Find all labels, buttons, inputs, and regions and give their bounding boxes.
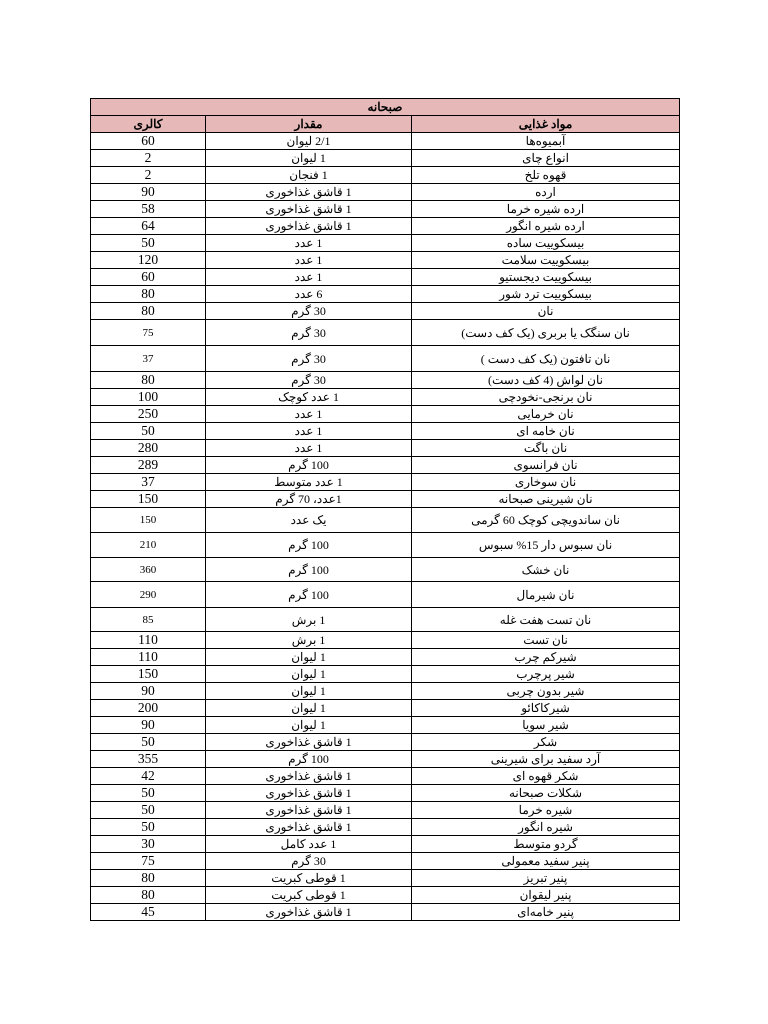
calorie-cell: 50 [91, 802, 206, 819]
calorie-cell: 37 [91, 474, 206, 491]
amount-cell: 1 لیوان [206, 649, 412, 666]
food-cell: شیرکم چرب [412, 649, 680, 666]
amount-cell: 6 عدد [206, 286, 412, 303]
amount-cell: 1 برش [206, 632, 412, 649]
calorie-table [90, 98, 680, 921]
table-row [91, 870, 680, 887]
amount-cell: 1 عدد [206, 406, 412, 423]
food-cell: نان شیرمال [412, 582, 680, 608]
amount-cell: 1 قاشق غذاخوری [206, 802, 412, 819]
calorie-cell: 290 [91, 582, 206, 608]
table-row [91, 320, 680, 346]
calorie-cell: 75 [91, 853, 206, 870]
calorie-cell: 355 [91, 751, 206, 768]
food-cell: ارده شیره انگور [412, 218, 680, 235]
amount-cell: 100 گرم [206, 582, 412, 608]
calorie-cell: 289 [91, 457, 206, 474]
amount-cell: 1 قاشق غذاخوری [206, 734, 412, 751]
amount-cell: 1 قاشق غذاخوری [206, 218, 412, 235]
table-body [91, 133, 680, 921]
calorie-cell: 90 [91, 184, 206, 201]
table-row [91, 508, 680, 533]
calorie-cell: 150 [91, 491, 206, 508]
table-row [91, 389, 680, 406]
calorie-cell: 50 [91, 734, 206, 751]
amount-cell: 1 عدد [206, 440, 412, 457]
amount-cell: 1 عدد کامل [206, 836, 412, 853]
food-cell: نان خامه ای [412, 423, 680, 440]
food-cell: شیر پرچرب [412, 666, 680, 683]
food-cell: بیسکوییت ترد شور [412, 286, 680, 303]
table-row [91, 904, 680, 921]
amount-cell: 1 قاشق غذاخوری [206, 768, 412, 785]
table-row [91, 700, 680, 717]
table-row [91, 558, 680, 582]
amount-cell: 1 لیوان [206, 150, 412, 167]
calorie-cell: 2 [91, 167, 206, 184]
table-row [91, 608, 680, 632]
header-calorie: کالری [91, 116, 206, 133]
food-cell: شیر سویا [412, 717, 680, 734]
calorie-cell: 110 [91, 649, 206, 666]
food-cell: نان سوخاری [412, 474, 680, 491]
calorie-cell: 58 [91, 201, 206, 218]
table-row [91, 785, 680, 802]
food-cell: شیره انگور [412, 819, 680, 836]
food-cell: نان سبوس دار 15% سبوس [412, 533, 680, 558]
food-cell: نان تافتون (یک کف دست ) [412, 346, 680, 372]
table-row [91, 734, 680, 751]
food-cell: نان لواش (4 کف دست) [412, 372, 680, 389]
amount-cell: 1 قوطی کبریت [206, 870, 412, 887]
calorie-cell: 50 [91, 785, 206, 802]
calorie-cell: 45 [91, 904, 206, 921]
calorie-cell: 210 [91, 533, 206, 558]
table-row [91, 717, 680, 734]
calorie-cell: 60 [91, 133, 206, 150]
table-row [91, 666, 680, 683]
food-cell: ارده [412, 184, 680, 201]
calorie-cell: 90 [91, 683, 206, 700]
food-cell: نان باگت [412, 440, 680, 457]
amount-cell: 100 گرم [206, 558, 412, 582]
table-row [91, 751, 680, 768]
amount-cell: 1 قوطی کبریت [206, 887, 412, 904]
food-cell: شیرکاکائو [412, 700, 680, 717]
calorie-cell: 37 [91, 346, 206, 372]
food-cell: نان [412, 303, 680, 320]
calorie-cell: 50 [91, 423, 206, 440]
table-row [91, 372, 680, 389]
amount-cell: 30 گرم [206, 372, 412, 389]
amount-cell: 1 لیوان [206, 717, 412, 734]
amount-cell: 2/1 لیوان [206, 133, 412, 150]
food-cell: نان سنگک یا بربری (یک کف دست) [412, 320, 680, 346]
amount-cell: 100 گرم [206, 533, 412, 558]
amount-cell: 1 لیوان [206, 666, 412, 683]
table-row [91, 184, 680, 201]
calorie-cell: 42 [91, 768, 206, 785]
food-cell: ارده شیره خرما [412, 201, 680, 218]
calorie-cell: 50 [91, 819, 206, 836]
amount-cell: 1 قاشق غذاخوری [206, 785, 412, 802]
table-row [91, 768, 680, 785]
calorie-cell: 80 [91, 372, 206, 389]
food-cell: انواع چای [412, 150, 680, 167]
calorie-cell: 150 [91, 508, 206, 533]
amount-cell: یک عدد [206, 508, 412, 533]
amount-cell: 1 قاشق غذاخوری [206, 184, 412, 201]
amount-cell: 1عدد، 70 گرم [206, 491, 412, 508]
calorie-cell: 280 [91, 440, 206, 457]
calorie-cell: 110 [91, 632, 206, 649]
table-row [91, 457, 680, 474]
amount-cell: 100 گرم [206, 751, 412, 768]
amount-cell: 30 گرم [206, 303, 412, 320]
table-row [91, 235, 680, 252]
table-row [91, 406, 680, 423]
calorie-cell: 120 [91, 252, 206, 269]
amount-cell: 30 گرم [206, 853, 412, 870]
amount-cell: 1 عدد [206, 423, 412, 440]
table-row [91, 632, 680, 649]
table-row [91, 491, 680, 508]
table-title: صبحانه [91, 99, 680, 116]
calorie-cell: 100 [91, 389, 206, 406]
calorie-cell: 2 [91, 150, 206, 167]
table-row [91, 423, 680, 440]
calorie-cell: 75 [91, 320, 206, 346]
amount-cell: 1 لیوان [206, 700, 412, 717]
table-row [91, 582, 680, 608]
food-cell: بیسکوییت دیجستیو [412, 269, 680, 286]
food-cell: نان شیرینی صبحانه [412, 491, 680, 508]
calorie-cell: 50 [91, 235, 206, 252]
table-row [91, 150, 680, 167]
food-cell: پنیر خامه‌ای [412, 904, 680, 921]
table-row [91, 440, 680, 457]
calorie-cell: 64 [91, 218, 206, 235]
table-row [91, 683, 680, 700]
calorie-cell: 85 [91, 608, 206, 632]
calorie-cell: 80 [91, 303, 206, 320]
calorie-cell: 80 [91, 887, 206, 904]
food-cell: نان ساندویچی کوچک 60 گرمی [412, 508, 680, 533]
header-amount: مقدار [206, 116, 412, 133]
food-cell: قهوه تلخ [412, 167, 680, 184]
amount-cell: 1 قاشق غذاخوری [206, 201, 412, 218]
table-row [91, 167, 680, 184]
table-row [91, 303, 680, 320]
food-cell: نان فرانسوی [412, 457, 680, 474]
table-row [91, 649, 680, 666]
amount-cell: 1 قاشق غذاخوری [206, 904, 412, 921]
food-cell: بیسکوییت سلامت [412, 252, 680, 269]
header-food: مواد غذایی [412, 116, 680, 133]
calorie-cell: 80 [91, 286, 206, 303]
food-cell: شیر بدون چربی [412, 683, 680, 700]
table-row [91, 802, 680, 819]
table-row [91, 133, 680, 150]
amount-cell: 1 قاشق غذاخوری [206, 819, 412, 836]
table-row [91, 819, 680, 836]
calorie-cell: 360 [91, 558, 206, 582]
amount-cell: 1 عدد [206, 235, 412, 252]
calorie-cell: 30 [91, 836, 206, 853]
food-cell: گردو متوسط [412, 836, 680, 853]
food-cell: پنیر سفید معمولی [412, 853, 680, 870]
table-row [91, 853, 680, 870]
food-cell: نان خشک [412, 558, 680, 582]
food-cell: آبمیوه‌ها [412, 133, 680, 150]
calorie-cell: 80 [91, 870, 206, 887]
calorie-cell: 90 [91, 717, 206, 734]
food-cell: آرد سفید برای شیرینی [412, 751, 680, 768]
table-row [91, 836, 680, 853]
amount-cell: 100 گرم [206, 457, 412, 474]
calorie-cell: 250 [91, 406, 206, 423]
table-row [91, 887, 680, 904]
food-cell: نان تست [412, 632, 680, 649]
food-cell: شکلات صبحانه [412, 785, 680, 802]
amount-cell: 1 عدد متوسط [206, 474, 412, 491]
amount-cell: 1 عدد [206, 252, 412, 269]
table-row [91, 533, 680, 558]
table-row [91, 218, 680, 235]
food-cell: پنیر لیقوان [412, 887, 680, 904]
amount-cell: 30 گرم [206, 346, 412, 372]
food-cell: نان برنجی-نخودچی [412, 389, 680, 406]
amount-cell: 1 عدد کوچک [206, 389, 412, 406]
table-row [91, 252, 680, 269]
amount-cell: 1 عدد [206, 269, 412, 286]
amount-cell: 30 گرم [206, 320, 412, 346]
food-cell: شیره خرما [412, 802, 680, 819]
table-row [91, 269, 680, 286]
table-row [91, 346, 680, 372]
food-cell: شکر قهوه ای [412, 768, 680, 785]
amount-cell: 1 فنجان [206, 167, 412, 184]
food-cell: نان تست هفت غله [412, 608, 680, 632]
table-row [91, 286, 680, 303]
food-cell: نان خرمایی [412, 406, 680, 423]
table-row [91, 474, 680, 491]
food-cell: شکر [412, 734, 680, 751]
amount-cell: 1 برش [206, 608, 412, 632]
food-cell: بیسکوییت ساده [412, 235, 680, 252]
calorie-cell: 200 [91, 700, 206, 717]
table-row [91, 201, 680, 218]
food-cell: پنیر تبریز [412, 870, 680, 887]
calorie-cell: 150 [91, 666, 206, 683]
calorie-cell: 60 [91, 269, 206, 286]
amount-cell: 1 لیوان [206, 683, 412, 700]
